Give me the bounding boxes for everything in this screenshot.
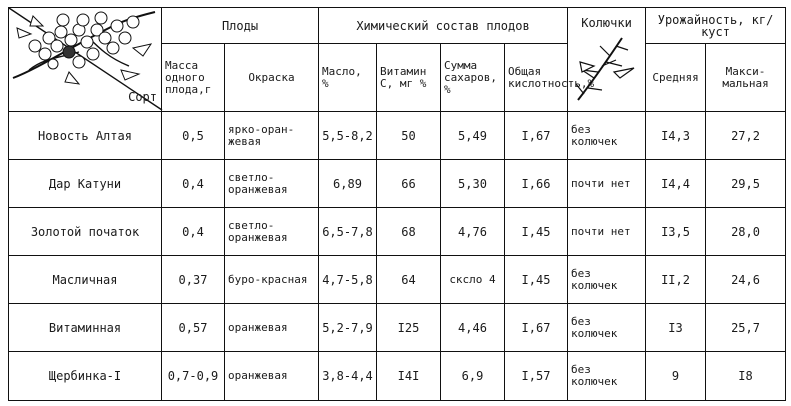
cell-variety: Золотой початок (9, 208, 162, 256)
leaf-icon (121, 70, 139, 80)
cell-oil: 6,5-7,8 (319, 208, 377, 256)
header-oil: Масло, % (319, 44, 377, 112)
cell-vitamin-c: 64 (377, 256, 441, 304)
cell-vitamin-c: 68 (377, 208, 441, 256)
cell-mass: 0,5 (162, 112, 225, 160)
cell-oil: 5,2-7,9 (319, 304, 377, 352)
cell-thorns: без колючек (568, 112, 646, 160)
cell-yield-maximum: 29,5 (706, 160, 786, 208)
cell-yield-average: II,2 (646, 256, 706, 304)
cell-mass: 0,37 (162, 256, 225, 304)
cell-vitamin-c: 50 (377, 112, 441, 160)
cell-mass: 0,4 (162, 160, 225, 208)
header-yield-average: Средняя (646, 44, 706, 112)
cell-sugar: 5,49 (441, 112, 505, 160)
cell-sugar: 5,30 (441, 160, 505, 208)
header-thorns (568, 8, 646, 112)
berry-cluster-icon (13, 12, 155, 84)
cell-thorns: почти нет (568, 208, 646, 256)
cell-yield-average: I3 (646, 304, 706, 352)
cell-mass: 0,7-0,9 (162, 352, 225, 401)
cell-variety: Новость Алтая (9, 112, 162, 160)
cell-acidity: I,67 (505, 304, 568, 352)
group-header-fruits: Плоды (162, 8, 319, 44)
table-row (9, 304, 786, 352)
cell-oil: 4,7-5,8 (319, 256, 377, 304)
header-sugar-sum: Сумма сахаров, % (441, 44, 505, 112)
cell-yield-average: I4,3 (646, 112, 706, 160)
group-header-yield: Урожайность, кг/куст (646, 8, 786, 44)
leaf-icon (133, 44, 151, 56)
leaf-icon (65, 72, 79, 84)
thorn-branch-icon (572, 32, 642, 104)
table-row (9, 112, 786, 160)
cell-variety: Щербинка-I (9, 352, 162, 401)
cell-thorns: почти нет (568, 160, 646, 208)
cell-color: буро-красная (225, 256, 319, 304)
header-row-groups (9, 8, 786, 44)
cell-color: светло-оранжевая (225, 160, 319, 208)
table-row (9, 256, 786, 304)
cell-acidity: I,57 (505, 352, 568, 401)
cell-color: ярко-оран-жевая (225, 112, 319, 160)
header-fruit-color: Окраска (225, 44, 319, 112)
table-row (9, 352, 786, 401)
header-total-acidity: Общая кислотность,% (505, 44, 568, 112)
sea-buckthorn-varieties-table (8, 7, 786, 401)
cell-thorns: без колючек (568, 352, 646, 401)
header-yield-maximum: Макси-мальная (706, 44, 786, 112)
cell-sugar: скслo 4 (441, 256, 505, 304)
cell-oil: 5,5-8,2 (319, 112, 377, 160)
header-vitamin-c: Витамин С, мг % (377, 44, 441, 112)
leaf-icon (17, 28, 31, 38)
cell-yield-maximum: 24,6 (706, 256, 786, 304)
table-row (9, 160, 786, 208)
cell-oil: 6,89 (319, 160, 377, 208)
table-row (9, 208, 786, 256)
cell-acidity: I,67 (505, 112, 568, 160)
cell-color: светло-оранжевая (225, 208, 319, 256)
cell-color: оранжевая (225, 304, 319, 352)
cell-yield-maximum: 27,2 (706, 112, 786, 160)
cell-mass: 0,57 (162, 304, 225, 352)
cell-oil: 3,8-4,4 (319, 352, 377, 401)
header-fruit-mass: Масса одного плода,г (162, 44, 225, 112)
cell-sugar: 6,9 (441, 352, 505, 401)
cell-thorns: без колючек (568, 256, 646, 304)
cell-thorns: без колючек (568, 304, 646, 352)
corner-label-variety: Сорт (128, 90, 157, 104)
group-header-chemical-composition: Химический состав плодов (319, 8, 568, 44)
cell-variety: Дар Катуни (9, 160, 162, 208)
corner-header-cell (9, 8, 162, 112)
cell-yield-maximum: I8 (706, 352, 786, 401)
cell-sugar: 4,46 (441, 304, 505, 352)
cell-acidity: I,45 (505, 208, 568, 256)
cell-mass: 0,4 (162, 208, 225, 256)
cell-acidity: I,66 (505, 160, 568, 208)
cell-vitamin-c: I4I (377, 352, 441, 401)
header-thorns-label: Колючки (581, 16, 632, 30)
cell-variety: Витаминная (9, 304, 162, 352)
cell-color: оранжевая (225, 352, 319, 401)
leaf-icon (30, 16, 43, 26)
cell-vitamin-c: I25 (377, 304, 441, 352)
cell-variety: Масличная (9, 256, 162, 304)
cell-yield-maximum: 28,0 (706, 208, 786, 256)
cell-sugar: 4,76 (441, 208, 505, 256)
cell-yield-average: 9 (646, 352, 706, 401)
cell-vitamin-c: 66 (377, 160, 441, 208)
cell-yield-average: I3,5 (646, 208, 706, 256)
cell-yield-maximum: 25,7 (706, 304, 786, 352)
cell-acidity: I,45 (505, 256, 568, 304)
cell-yield-average: I4,4 (646, 160, 706, 208)
